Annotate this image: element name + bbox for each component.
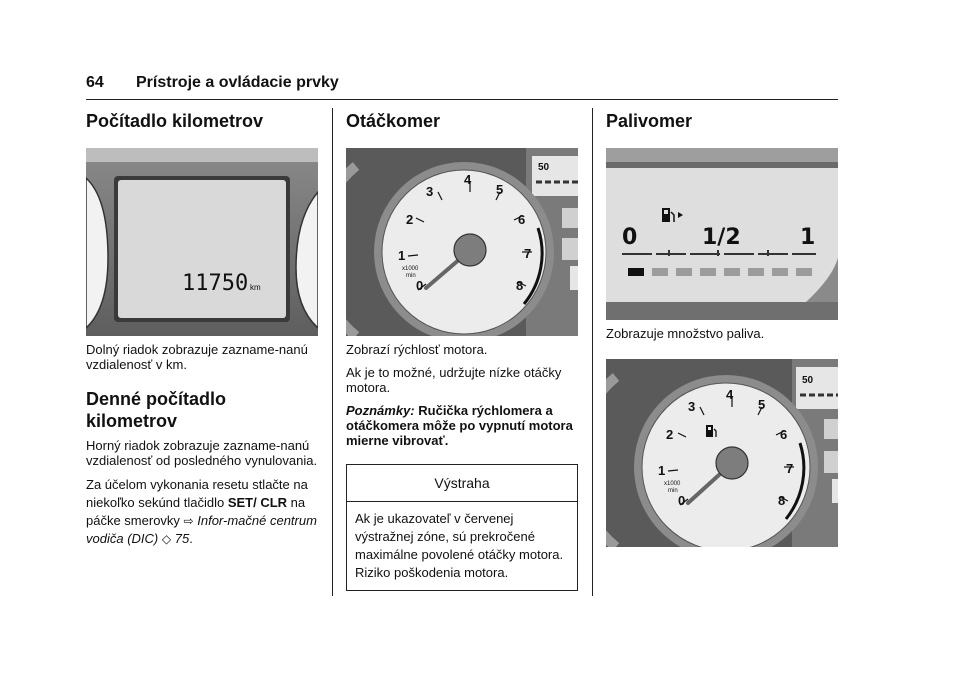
fuel-tach-number-1: 1 <box>658 463 666 478</box>
tach-number-2: 2 <box>406 212 414 227</box>
tach-number-5: 5 <box>496 182 504 197</box>
fuel-full-label: 1 <box>800 225 816 250</box>
column-divider-1 <box>332 108 333 596</box>
tachometer-advice: Ak je to možné, udržujte nízke otáčky motora. <box>346 365 562 395</box>
fuel-tach-number-7: 7 <box>786 461 794 476</box>
fuel-tach-unit-top: x1000 <box>664 481 681 487</box>
tach-number-8: 8 <box>516 278 524 293</box>
fuel-tach-number-2: 2 <box>666 427 674 442</box>
page-reference-icon: ◇ <box>161 532 172 546</box>
tachometer-figure <box>346 148 578 336</box>
warning-title: Výstraha <box>347 465 577 502</box>
page-reference-number[interactable]: 75 <box>174 531 190 546</box>
speed-label-2: 50 <box>802 375 814 386</box>
note-label: Poznámky: <box>346 403 415 418</box>
fuel-tachometer-figure <box>606 359 838 547</box>
reset-text-end: . <box>189 531 193 546</box>
tachometer-heading: Otáčkomer <box>346 111 441 131</box>
tach-number-0: 0 <box>416 278 424 293</box>
tach-number-1: 1 <box>398 248 406 263</box>
fuel-gauge-heading: Palivomer <box>606 111 693 131</box>
fuel-tach-number-4: 4 <box>726 387 734 402</box>
needle-hub <box>454 234 486 266</box>
set-clr-label: SET/ CLR <box>227 495 288 510</box>
fuel-gauge-figure <box>606 148 838 320</box>
fuel-tach-unit-bottom: min <box>668 488 678 494</box>
fuel-tach-number-8: 8 <box>778 493 786 508</box>
speed-label: 50 <box>538 162 550 173</box>
dic-reference-link[interactable]: Infor-mačné centrum vodiča (DIC) <box>86 513 317 546</box>
tach-unit-top: x1000 <box>402 266 419 272</box>
reference-arrow-icon: ⇨ <box>183 514 194 528</box>
column-odometer <box>86 108 318 548</box>
fuel-tach-number-5: 5 <box>758 397 766 412</box>
tach-number-3: 3 <box>426 184 434 199</box>
chapter-title: Prístroje a ovládacie prvky <box>136 74 339 91</box>
odometer-heading: Počítadlo kilometrov <box>86 111 264 131</box>
odometer-description: Dolný riadok zobrazuje zazname-nanú vzdialenosť v km. <box>86 342 308 372</box>
column-divider-2 <box>592 108 593 596</box>
tach-number-4: 4 <box>464 172 472 187</box>
tach-number-6: 6 <box>518 212 526 227</box>
note-text: Ručička rýchlomera a otáčkomera môže po vypnutí motora mierne vibrovať. <box>346 403 573 448</box>
trip-description: Horný riadok zobrazuje zazname-nanú vzdialenosť od posledného vynulovania. <box>86 438 318 468</box>
tach-number-7: 7 <box>524 246 532 261</box>
fuel-tach-number-3: 3 <box>688 399 696 414</box>
fuel-tach-number-0: 0 <box>678 493 686 508</box>
reset-instruction <box>86 476 318 548</box>
warning-text: Ak je ukazovateľ v červenej výstražnej zóne, sú prekročené maximálne povolené otáčky motora. Riziko poškodenia motora. <box>355 511 564 580</box>
column-tachometer <box>346 108 578 591</box>
tach-unit-bottom: min <box>406 273 416 279</box>
tachometer-note <box>346 403 578 448</box>
page-header <box>86 70 838 100</box>
page-number: 64 <box>86 74 104 91</box>
odometer-figure <box>86 148 318 336</box>
odometer-unit: km <box>250 283 261 292</box>
fuel-half-label: 1/2 <box>702 225 741 250</box>
tachometer-description: Zobrazí rýchlosť motora. <box>346 342 488 357</box>
fuel-empty-label: 0 <box>622 225 638 250</box>
reset-text-b: na páčke smerovky <box>86 495 306 528</box>
odometer-value: 11750 <box>182 271 249 296</box>
trip-odometer-heading: Denné počítadlo kilometrov <box>86 389 227 431</box>
warning-box <box>346 464 578 591</box>
fuel-tach-number-6: 6 <box>780 427 788 442</box>
fuel-needle-hub <box>716 447 748 479</box>
reset-text-a: Za účelom vykonania resetu stlačte na niekoľko sekúnd tlačidlo <box>86 477 308 510</box>
fuel-gauge-description: Zobrazuje množstvo paliva. <box>606 326 765 341</box>
column-fuel-gauge <box>606 108 838 547</box>
